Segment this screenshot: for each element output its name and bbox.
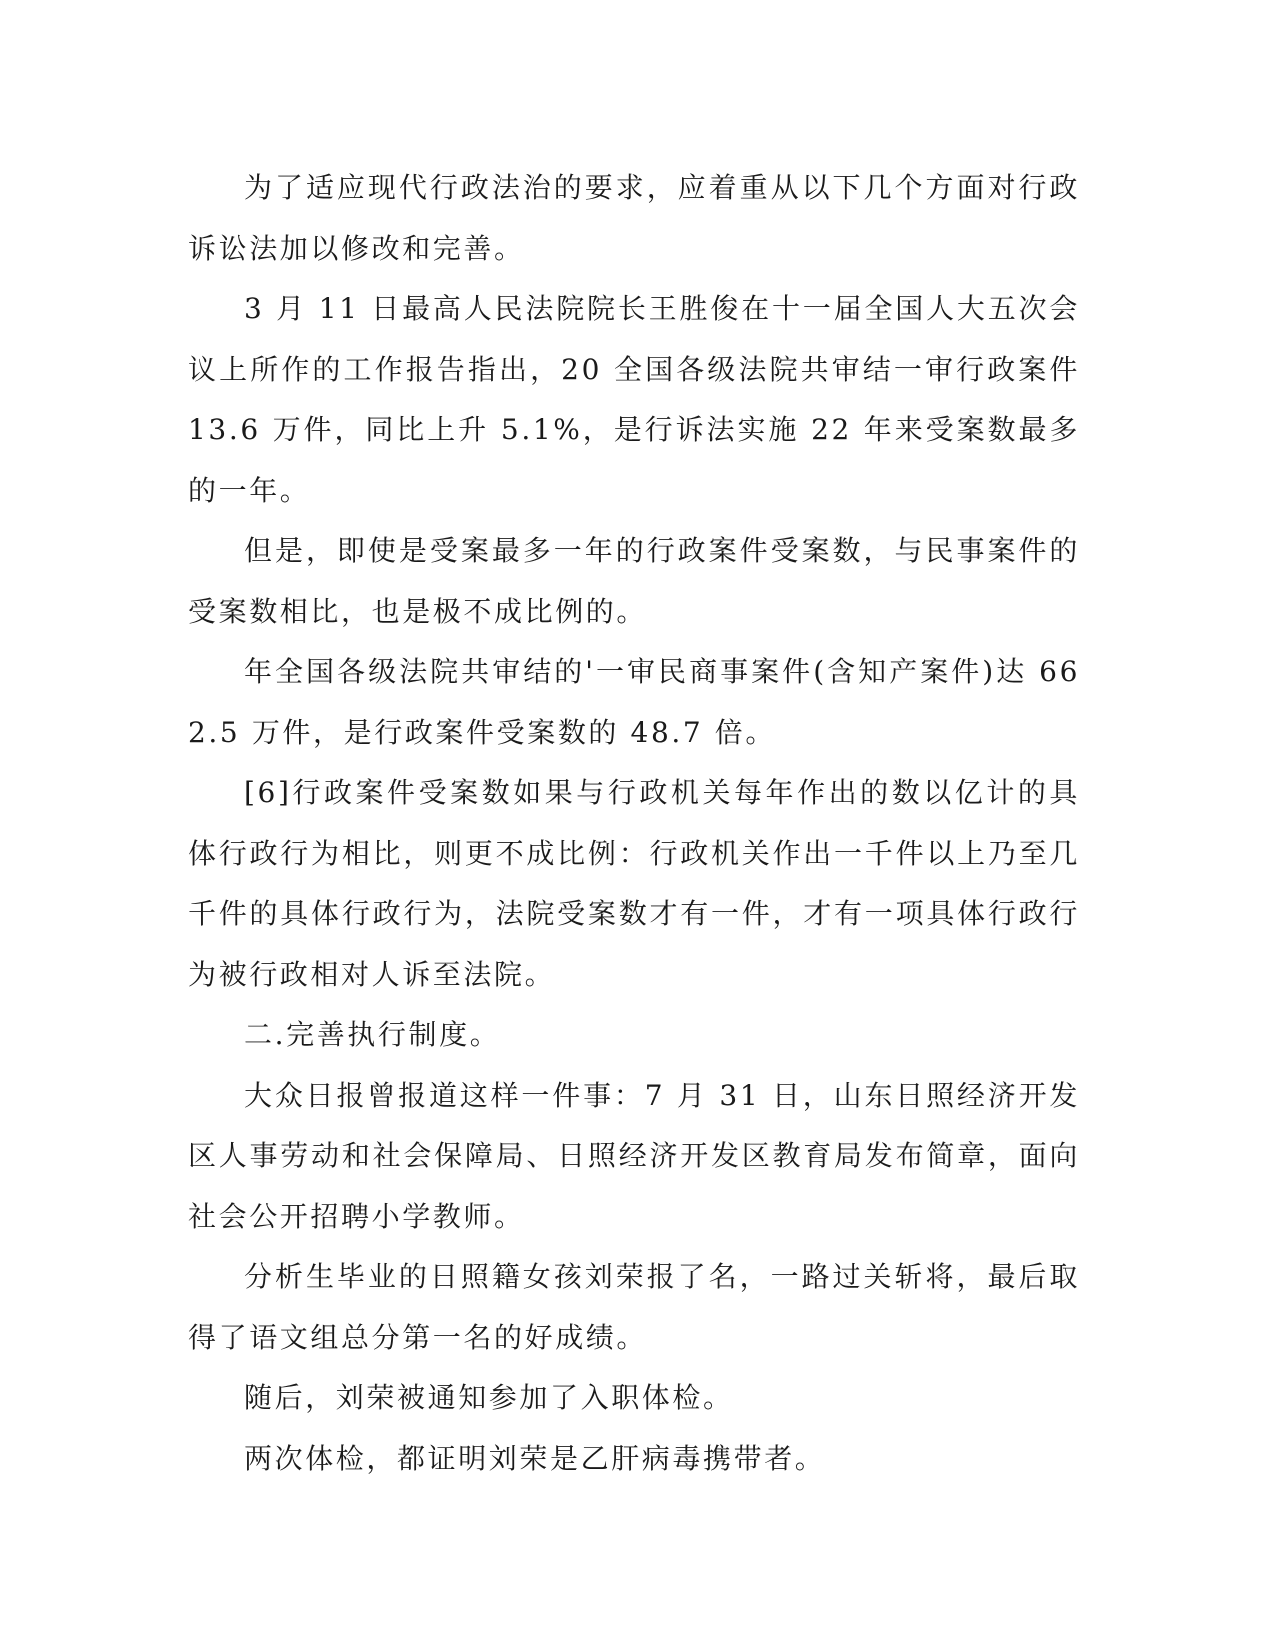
paragraph: 二.完善执行制度。 bbox=[244, 1018, 501, 1051]
paragraph: 3 月 11 日最高人民法院院长王胜俊在十一届全国人大五次会议上所作的工作报告指出，20 全国各级法院共审结一审行政案件 13.6 万件，同比上升 5.1%，是行诉法实施 22 年来受案数最多的一年。 bbox=[188, 292, 1080, 507]
paragraph: [6]行政案件受案数如果与行政机关每年作出的数以亿计的具体行政行为相比，则更不成比例：行政机关作出一千件以上乃至几千件的具体行政行为，法院受案数才有一件，才有一项具体行政行为被行政相对人诉至法院。 bbox=[188, 776, 1080, 991]
paragraph: 年全国各级法院共审结的'一审民商事案件(含知产案件)达 662.5 万件，是行政案件受案数的 48.7 倍。 bbox=[188, 655, 1080, 749]
paragraph: 但是，即使是受案最多一年的行政案件受案数，与民事案件的受案数相比，也是极不成比例的。 bbox=[188, 534, 1080, 628]
paragraph: 大众日报曾报道这样一件事：7 月 31 日，山东日照经济开发区人事劳动和社会保障局、日照经济开发区教育局发布简章，面向社会公开招聘小学教师。 bbox=[188, 1078, 1080, 1233]
paragraph: 随后，刘荣被通知参加了入职体检。 bbox=[244, 1381, 734, 1414]
document-body bbox=[188, 158, 1080, 1489]
paragraph: 为了适应现代行政法治的要求，应着重从以下几个方面对行政诉讼法加以修改和完善。 bbox=[188, 171, 1080, 265]
paragraph: 两次体检，都证明刘荣是乙肝病毒携带者。 bbox=[244, 1441, 826, 1475]
paragraph: 分析生毕业的日照籍女孩刘荣报了名，一路过关斩将，最后取得了语文组总分第一名的好成绩。 bbox=[188, 1260, 1080, 1354]
